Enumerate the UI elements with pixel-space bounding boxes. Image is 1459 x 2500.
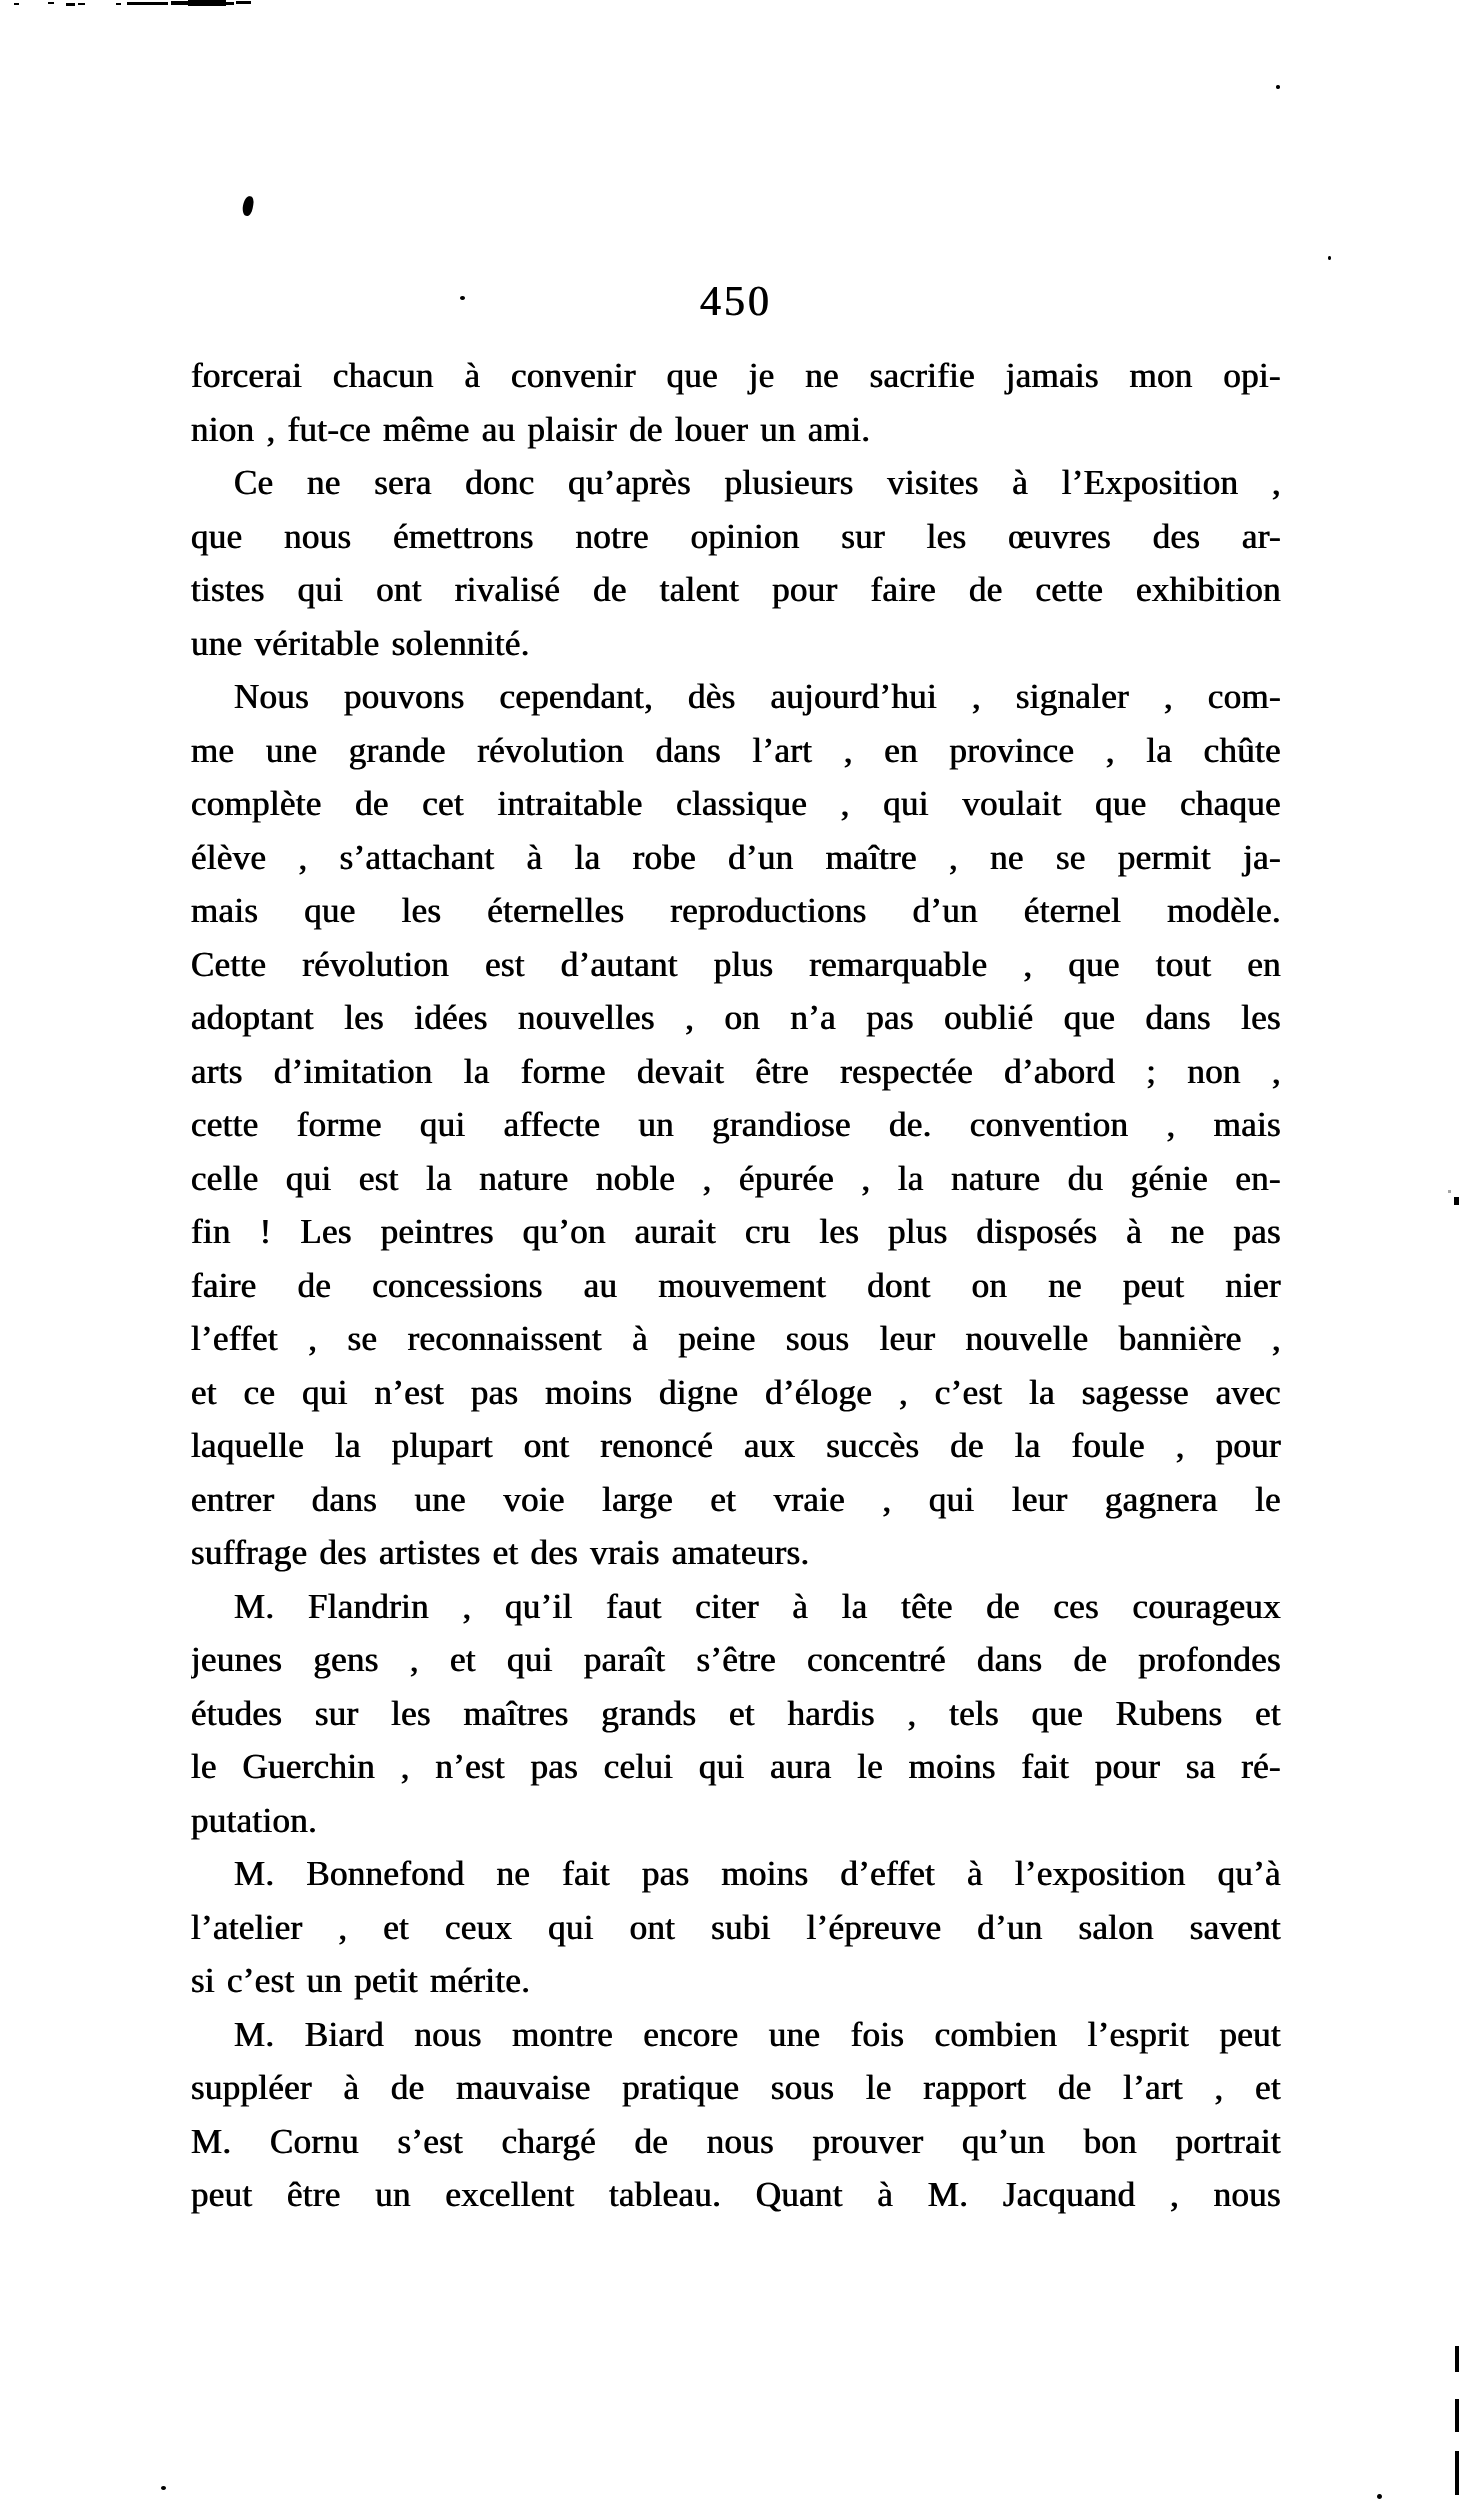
text-line: suffrage des artistes et des vrais amateurs. xyxy=(191,1533,810,1572)
scan-artifact-top-dash xyxy=(116,3,121,5)
text-line: faire de concessions au mouvement dont on ne peut nier xyxy=(191,1265,1281,1305)
text-line: entrer dans une voie large et vraie , qui leur gagnera le xyxy=(191,1479,1281,1519)
text-line: arts d’imitation la forme devait être respectée d’abord ; non , xyxy=(191,1051,1281,1091)
text-line: M. Cornu s’est chargé de nous prouver qu’un bon portrait xyxy=(191,2121,1281,2161)
text-line: M. Flandrin , qu’il faut citer à la tête de ces courageux xyxy=(234,1586,1281,1626)
text-line: Cette révolution est d’autant plus remarquable , que tout en xyxy=(191,944,1281,984)
ink-speck xyxy=(1276,85,1280,89)
ink-blot xyxy=(241,195,254,216)
scan-artifact-top-dash xyxy=(236,1,251,4)
text-line: complète de cet intraitable classique , qui voulait que chaque xyxy=(191,784,1281,823)
text-line: l’effet , se reconnaissent à peine sous leur nouvelle bannière , xyxy=(191,1319,1281,1358)
scan-artifact-top-dash xyxy=(48,2,54,4)
scan-artifact-right-dash xyxy=(1455,2346,1459,2372)
text-line: me une grande révolution dans l’art , en province , la chûte xyxy=(191,730,1281,770)
text-line: l’atelier , et ceux qui ont subi l’épreuve d’un salon savent xyxy=(191,1907,1281,1947)
text-line: si c’est un petit mérite. xyxy=(191,1961,531,2000)
text-line: adoptant les idées nouvelles , on n’a pas oublié que dans les xyxy=(191,998,1281,1037)
scan-artifact-right-dash xyxy=(1455,2451,1459,2495)
text-line: laquelle la plupart ont renoncé aux succès de la foule , pour xyxy=(191,1426,1281,1465)
text-line: M. Bonnefond ne fait pas moins d’effet à l’exposition qu’à xyxy=(234,1854,1281,1893)
scan-artifact-top-dash xyxy=(127,2,168,5)
scan-artifact-right-mark xyxy=(1448,1190,1451,1193)
text-line: que nous émettrons notre opinion sur les œuvres des ar- xyxy=(191,516,1281,556)
text-line: tistes qui ont rivalisé de talent pour faire de cette exhibition xyxy=(191,570,1281,609)
scan-artifact-right-dash xyxy=(1455,2399,1459,2432)
text-line: élève , s’attachant à la robe d’un maître , ne se permit ja- xyxy=(191,837,1281,877)
scan-artifact-top-dash xyxy=(171,1,188,5)
page-number: 450 xyxy=(700,279,772,325)
text-line: le Guerchin , n’est pas celui qui aura le moins fait pour sa ré- xyxy=(191,1747,1281,1786)
text-line: nion , fut-ce même au plaisir de louer un ami. xyxy=(191,409,871,449)
text-line: mais que les éternelles reproductions d’un éternel modèle. xyxy=(191,891,1281,930)
text-line: études sur les maîtres grands et hardis , tels que Rubens et xyxy=(191,1693,1281,1733)
ink-speck xyxy=(1377,2494,1382,2499)
scan-artifact-right-mark xyxy=(1454,1197,1459,1205)
scan-artifact-top-dash xyxy=(78,3,85,5)
scan-artifact-top-dash xyxy=(188,0,226,6)
text-line: jeunes gens , et qui paraît s’être concentré dans de profondes xyxy=(191,1640,1281,1679)
text-line: cette forme qui affecte un grandiose de. convention , mais xyxy=(191,1105,1281,1144)
text-line: Nous pouvons cependant, dès aujourd’hui , signaler , com- xyxy=(234,677,1281,716)
text-line: une véritable solennité. xyxy=(191,623,530,663)
text-line: Ce ne sera donc qu’après plusieurs visites à l’Exposition , xyxy=(234,463,1281,502)
scan-artifact-top-dash xyxy=(14,3,19,5)
ink-speck xyxy=(1328,256,1331,260)
text-line: peut être un excellent tableau. Quant à M. Jacquand , nous xyxy=(191,2175,1281,2214)
body-text xyxy=(191,349,1281,2222)
text-line: celle qui est la nature noble , épurée , la nature du génie en- xyxy=(191,1158,1281,1198)
text-line: M. Biard nous montre encore une fois combien l’esprit peut xyxy=(234,2014,1281,2054)
text-line: et ce qui n’est pas moins digne d’éloge , c’est la sagesse avec xyxy=(191,1372,1281,1412)
scan-artifact-top-dash xyxy=(66,3,75,6)
text-line: forcerai chacun à convenir que je ne sacrifie jamais mon opi- xyxy=(191,356,1281,395)
text-line: fin ! Les peintres qu’on aurait cru les plus disposés à ne pas xyxy=(191,1212,1281,1251)
text-line: putation. xyxy=(191,1800,318,1840)
scan-artifact-top-dash xyxy=(226,2,234,5)
text-line: suppléer à de mauvaise pratique sous le rapport de l’art , et xyxy=(191,2068,1281,2107)
ink-speck xyxy=(161,2486,166,2490)
